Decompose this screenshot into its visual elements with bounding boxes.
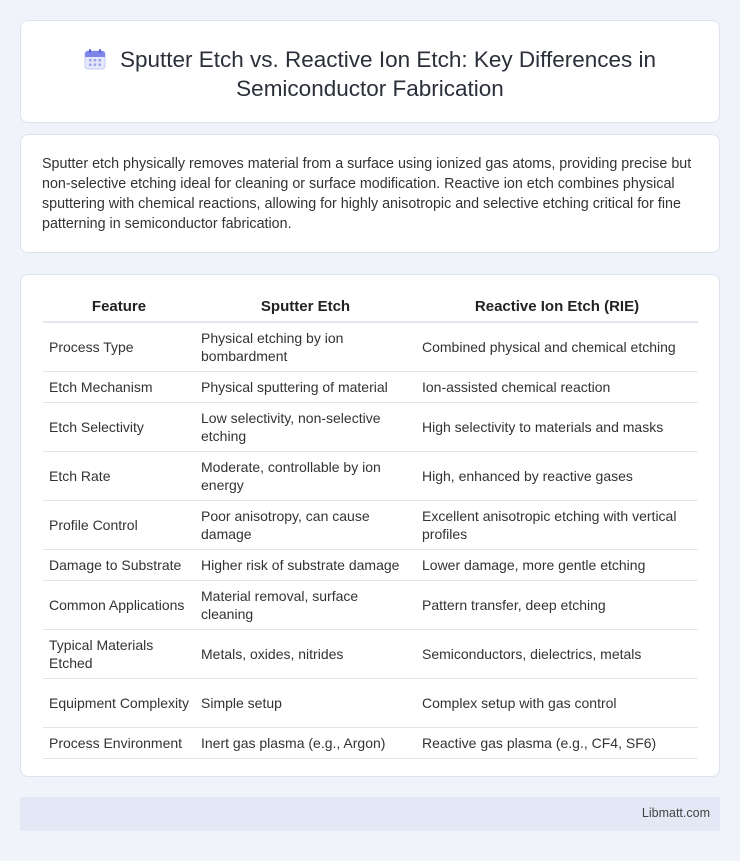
table-row <box>43 678 698 727</box>
table-cell: Material removal, surface cleaning <box>195 580 416 629</box>
table-row <box>43 371 698 402</box>
table-cell: Physical sputtering of material <box>195 371 416 402</box>
comparison-table <box>43 292 698 759</box>
table-row <box>43 727 698 758</box>
table-cell: Low selectivity, non-selective etching <box>195 402 416 451</box>
footer-bar <box>20 797 720 831</box>
table-row <box>43 629 698 678</box>
intro-card <box>20 134 720 253</box>
header-reactive-ion-etch: Reactive Ion Etch (RIE) <box>416 292 698 322</box>
page-title: Sputter Etch vs. Reactive Ion Etch: Key Differences in Semiconductor Fabrication <box>119 47 657 101</box>
table-cell: Equipment Complexity <box>43 678 195 727</box>
table-row <box>43 500 698 549</box>
table-cell: Typical Materials Etched <box>43 629 195 678</box>
table-cell: Complex setup with gas control <box>416 678 698 727</box>
table-cell: Combined physical and chemical etching <box>416 322 698 371</box>
table-cell: Common Applications <box>43 580 195 629</box>
table-row <box>43 580 698 629</box>
table-cell: Process Environment <box>43 727 195 758</box>
table-cell: Higher risk of substrate damage <box>195 549 416 580</box>
table-cell: Excellent anisotropic etching with vertical profiles <box>416 500 698 549</box>
table-cell: Profile Control <box>43 500 195 549</box>
table-cell: Inert gas plasma (e.g., Argon) <box>195 727 416 758</box>
header-feature: Feature <box>43 292 195 322</box>
table-row <box>43 549 698 580</box>
table-row <box>43 402 698 451</box>
table-cell: Physical etching by ion bombardment <box>195 322 416 371</box>
table-cell: Poor anisotropy, can cause damage <box>195 500 416 549</box>
table-cell: Etch Selectivity <box>43 402 195 451</box>
table-cell: Etch Rate <box>43 451 195 500</box>
table-cell: Moderate, controllable by ion energy <box>195 451 416 500</box>
table-cell: Ion-assisted chemical reaction <box>416 371 698 402</box>
table-cell: Process Type <box>43 322 195 371</box>
page-title-wrap <box>21 45 719 103</box>
table-cell: High, enhanced by reactive gases <box>416 451 698 500</box>
header-sputter-etch: Sputter Etch <box>195 292 416 322</box>
calendar-icon <box>84 48 106 70</box>
table-cell: Semiconductors, dielectrics, metals <box>416 629 698 678</box>
table-cell: Etch Mechanism <box>43 371 195 402</box>
comparison-table-card <box>20 274 720 777</box>
table-header-row <box>43 292 698 322</box>
title-card <box>20 20 720 123</box>
table-cell: High selectivity to materials and masks <box>416 402 698 451</box>
table-cell: Simple setup <box>195 678 416 727</box>
table-row <box>43 451 698 500</box>
table-cell: Reactive gas plasma (e.g., CF4, SF6) <box>416 727 698 758</box>
table-row <box>43 322 698 371</box>
table-cell: Damage to Substrate <box>43 549 195 580</box>
table-cell: Metals, oxides, nitrides <box>195 629 416 678</box>
table-cell: Lower damage, more gentle etching <box>416 549 698 580</box>
table-cell: Pattern transfer, deep etching <box>416 580 698 629</box>
intro-paragraph: Sputter etch physically removes material from a surface using ionized gas atoms, providing precise but non-selective etching ideal for cleaning or surface modification. Reactive ion etch combines physical sputtering with chemical reactions, allowing for highly anisotropic and selective etching critical for fine patterning in semiconductor fabrication. <box>42 156 692 232</box>
footer-brand-link[interactable]: Libmatt.com <box>641 806 710 820</box>
